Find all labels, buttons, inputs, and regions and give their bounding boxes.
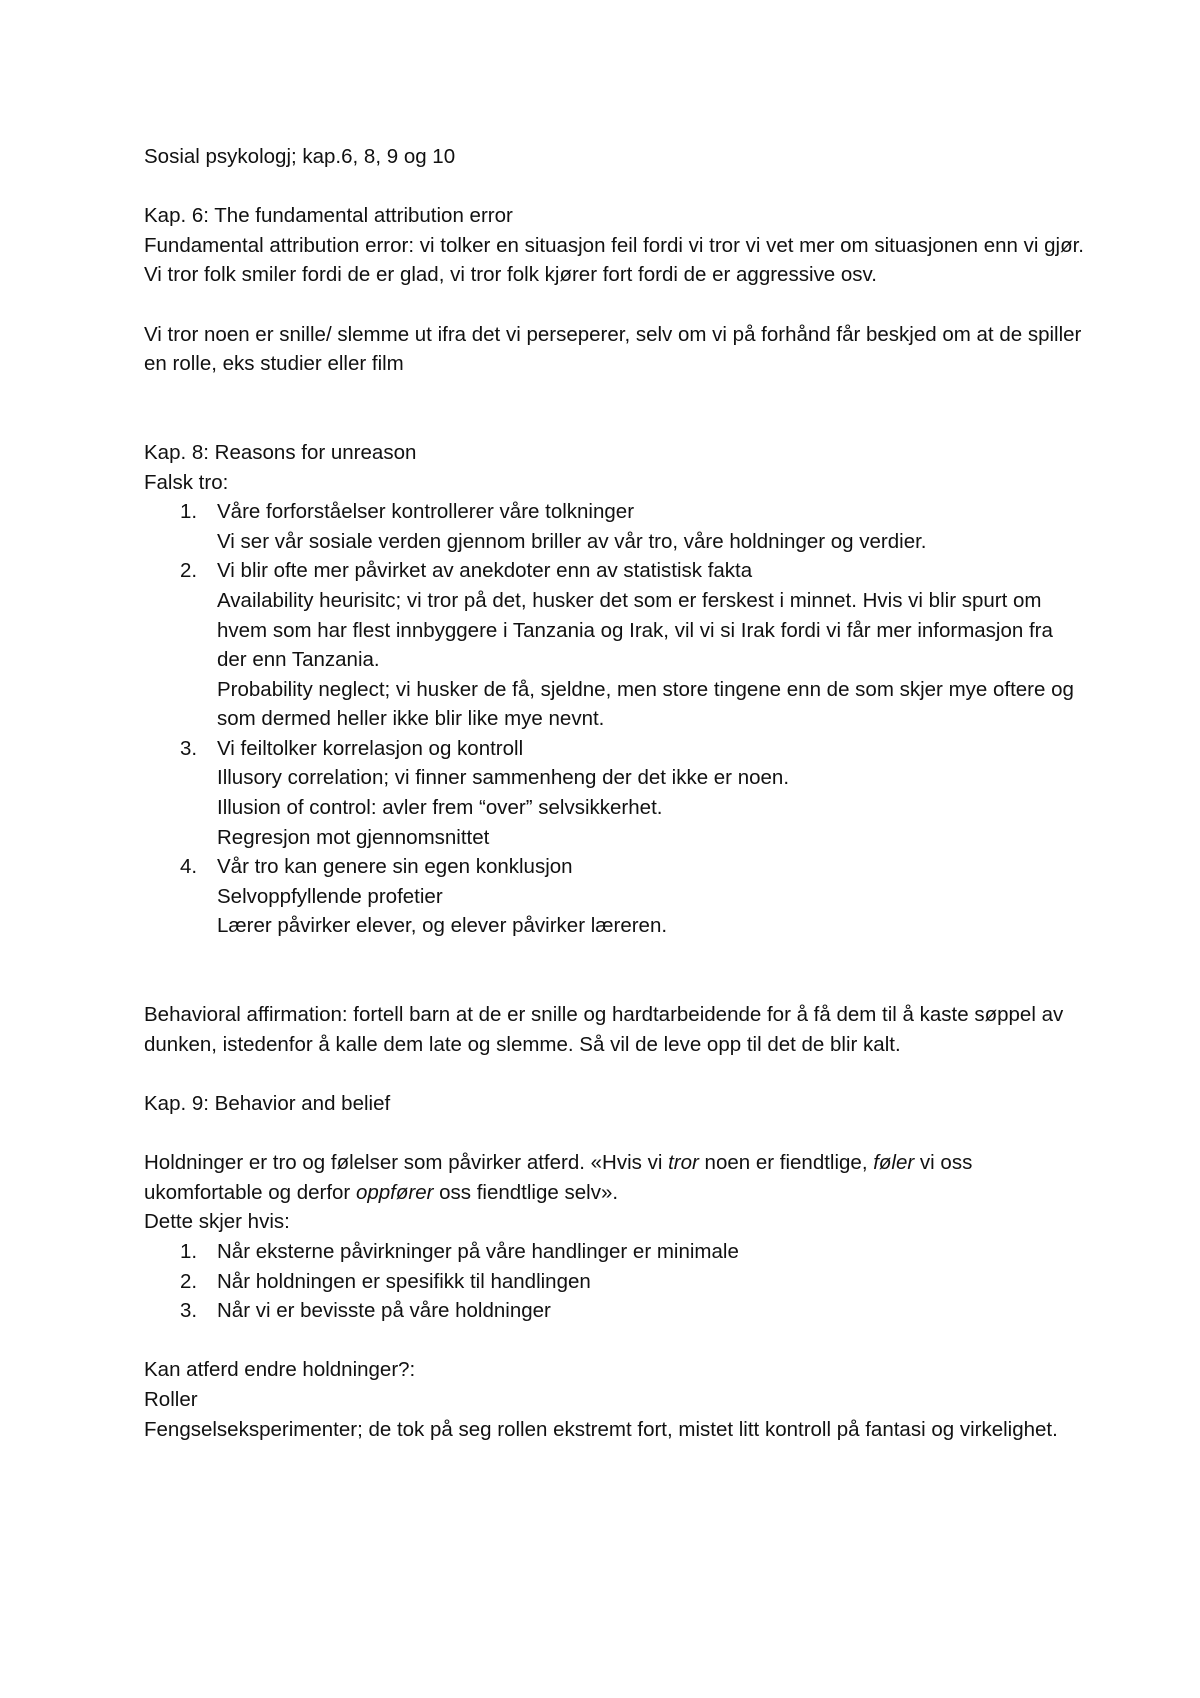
list-item-title: Vår tro kan genere sin egen konklusjon [217, 855, 573, 879]
list-item-line: Lærer påvirker elever, og elever påvirker læreren. [217, 914, 668, 938]
kap9-heading: Kap. 9: Behavior and belief [144, 1092, 391, 1115]
list-item-title: Vi feiltolker korrelasjon og kontroll [217, 736, 524, 760]
list-item-line: Probability neglect; vi husker de få, sjeldne, men store tingene enn de som skjer mye oftere og som dermed heller ikke blir like mye nevnt. [217, 677, 1074, 731]
holdninger-text: noen er fiendtlige, [698, 1151, 874, 1175]
holdninger-text: oss fiendtlige selv». [433, 1180, 619, 1204]
list-number: 1. [180, 1239, 198, 1263]
kap6-paragraph-2: Vi tror noen er snille/ slemme ut ifra det vi perseperer, selv om vi på forhånd får beskjed om at de spiller en rolle, eks studier eller film [144, 322, 1082, 376]
list-item-title: Våre forforståelser kontrollerer våre tolkninger [217, 500, 635, 524]
kap9-list [144, 1237, 1084, 1326]
kap6-heading: Kap. 6: The fundamental attribution error [144, 204, 513, 228]
list-item-line: Illusion of control: avler frem “over” selvsikkerhet. [217, 796, 663, 820]
list-item-line: Regresjon mot gjennomsnittet [217, 825, 490, 849]
list-item [144, 852, 1084, 941]
list-number: 3. [180, 736, 198, 760]
kap6-paragraph-1: Fundamental attribution error: vi tolker en situasjon feil fordi vi tror vi vet mer om situasjonen enn vi gjør. Vi tror folk smiler fordi de er glad, vi tror folk kjører fort fordi de er aggressive osv. [144, 233, 1084, 287]
kap8-subheading: Falsk tro: [144, 470, 229, 494]
holdninger-text: vi oss ukomfortable og derfor [144, 1151, 973, 1204]
behavioral-affirmation-paragraph: Behavioral affirmation: fortell barn at de er snille og hardtarbeidende for å få dem til å kaste søppel av dunken, istedenfor å kalle dem late og slemme. Så vil de leve opp til det de blir kalt. [144, 1003, 1064, 1056]
list-item-title: Vi blir ofte mer påvirket av anekdoter enn av statistisk fakta [217, 559, 753, 583]
list-item-title: Når holdningen er spesifikk til handlingen [217, 1269, 591, 1293]
list-number: 2. [180, 559, 198, 583]
list-number: 4. [180, 855, 198, 879]
condition-intro: Dette skjer hvis: [144, 1210, 290, 1234]
list-item [144, 1296, 1084, 1326]
list-item [144, 734, 1084, 852]
list-item [144, 497, 1084, 556]
list-item [144, 556, 1084, 734]
fengsel-paragraph: Fengselseksperimenter; de tok på seg rollen ekstremt fort, mistet litt kontroll på fantasi og virkelighet. [144, 1417, 1058, 1441]
atferd-question: Kan atferd endre holdninger?: [144, 1358, 416, 1382]
kap8-heading: Kap. 8: Reasons for unreason [144, 440, 417, 464]
list-item-title: Når vi er bevisste på våre holdninger [217, 1299, 551, 1323]
kap8-list [144, 497, 1084, 941]
list-item [144, 1237, 1084, 1267]
holdninger-emphasis: tror [668, 1151, 699, 1175]
list-item-line: Vi ser vår sosiale verden gjennom briller av vår tro, våre holdninger og verdier. [217, 529, 927, 553]
list-item-title: Når eksterne påvirkninger på våre handlinger er minimale [217, 1239, 739, 1263]
list-number: 2. [180, 1269, 198, 1293]
list-number: 3. [180, 1299, 198, 1323]
document-page [144, 142, 1084, 1444]
holdninger-paragraph [144, 1148, 1084, 1207]
document-title: Sosial psykologj; kap.6, 8, 9 og 10 [144, 145, 456, 168]
holdninger-emphasis: oppfører [355, 1180, 434, 1204]
list-item [144, 1267, 1084, 1297]
holdninger-emphasis: føler [873, 1151, 915, 1175]
roller-label: Roller [144, 1387, 198, 1411]
list-number: 1. [180, 500, 198, 524]
list-item-line: Illusory correlation; vi finner sammenheng der det ikke er noen. [217, 766, 790, 790]
list-item-line: Availability heurisitc; vi tror på det, husker det som er ferskest i minnet. Hvis vi blir spurt om hvem som har flest innbyggere i Tanzania og Irak, vil vi si Irak fordi vi får mer informasjon fra der enn Tanzania. [217, 588, 1053, 672]
holdninger-text: Holdninger er tro og følelser som påvirker atferd. «Hvis vi [144, 1151, 669, 1175]
list-item-line: Selvoppfyllende profetier [217, 884, 443, 908]
